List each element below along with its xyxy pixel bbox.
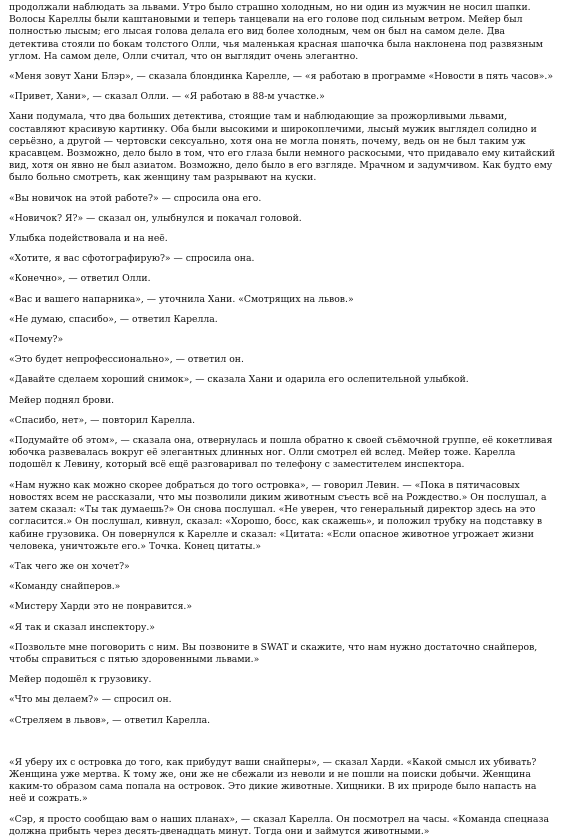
paragraph-21: «Мистеру Харди это не понравится.» — [9, 601, 193, 613]
paragraph-13: «Это будет непрофессионально», — ответил он. — [9, 354, 244, 366]
paragraph-26: «Стреляем в львов», — ответил Карелла. — [9, 714, 211, 726]
paragraph-10: «Вас и вашего напарника», — уточнила Хани. «Смотрящих на львов.» — [9, 293, 354, 305]
paragraph-20: «Команду снайперов.» — [9, 581, 121, 593]
paragraph-28: «Сэр, я просто сообщаю вам о наших планах», — сказал Карелла. Он посмотрел на часы. «Команда спецназа должна прибыть через десять-двенадцать минут. Тогда они и займутся животными.» — [9, 813, 549, 837]
paragraph-12: «Почему?» — [9, 334, 64, 346]
paragraph-6: «Новичок? Я?» — сказал он, улыбнулся и покачал головой. — [9, 212, 302, 224]
paragraph-4: Хани подумала, что два больших детектива, стоящие там и наблюдающие за прожорливыми львами, составляют красивую картинку. Оба были высокими и широкоплечими, лысый мужик выглядел солидно и серьёзно, а другой — чертовски сексуально, хотя она не могла понять, почему, ведь он не был таким уж красавцем. Возможно, дело было в том, что его глаза были немного раскосыми, что придавало ему китайский вид, хотя он явно не был азиатом. Возможно, дело было в его взгляде. Мрачном и задумчивом. Как будто ему было больно смотреть, как женщину там разрывают на куски. — [9, 111, 555, 184]
paragraph-9: «Конечно», — ответил Олли. — [9, 273, 151, 285]
paragraph-3: «Привет, Хани», — сказал Олли. — «Я работаю в 88-м участке.» — [9, 91, 325, 103]
paragraph-5: «Вы новичок на этой работе?» — спросила она его. — [9, 192, 262, 204]
paragraph-23: «Позвольте мне поговорить с ним. Вы позвоните в SWAT и скажите, что нам нужно достаточно снайперов, чтобы справиться с пятью здоровенными львами.» — [9, 641, 538, 665]
paragraph-7: Улыбка подействовала и на неё. — [9, 233, 168, 245]
paragraph-17: «Подумайте об этом», — сказала она, отвернулась и пошла обратно к своей съёмочной группе, её кокетливая юбочка развевалась вокруг её элегантных длинных ног. Олли смотрел ей вслед. Мейер тоже. Карелла подошёл к Левину, который всё ещё разговаривал по телефону с заместителем инспектора. — [9, 435, 553, 471]
paragraph-11: «Не думаю, спасибо», — ответил Карелла. — [9, 313, 218, 325]
paragraph-22: «Я так и сказал инспектору.» — [9, 621, 155, 633]
paragraph-2: «Меня зовут Хани Блэр», — сказала блондинка Карелле, — «я работаю в программе «Новости в пять часов».» — [9, 71, 554, 83]
paragraph-8: «Хотите, я вас сфотографирую?» — спросила она. — [9, 253, 255, 265]
paragraph-1: продолжали наблюдать за львами. Утро было страшно холодным, но ни один из мужчин не носил шапки. Волосы Кареллы были каштановыми и теперь танцевали на его голове под сильным ветром. Мейер был полностью лысым; его лысая голова делала его вид более холодным, чем он был на самом деле. Два детектива стояли по бокам толстого Олли, чья маленькая красная шапочка была наклонена под развязным углом. На самом деле, Олли считал, что он выглядит очень элегантно. — [9, 2, 543, 62]
paragraph-25: «Что мы делаем?» — спросил он. — [9, 694, 172, 706]
paragraph-15: Мейер поднял брови. — [9, 394, 115, 406]
paragraph-18: «Нам нужно как можно скорее добраться до того островка», — говорил Левин. — «Пока в пятичасовых новостях всем не рассказали, что мы позволили диким животным съесть всё на Рождество.» Он послушал, а затем сказал: «Ты так думаешь?» Он снова послушал. «Не уверен, что генеральный директор здесь на это согласится.» Он послушал, кивнул, сказал: «Хорошо, босс, как скажешь», и положил трубку на подставку в кабине грузовика. Он повернулся к Карелле и сказал: «Цитата: «Если опасное животное угрожает жизни человека, уничтожьте его.» Точка. Конец цитаты.» — [9, 479, 547, 552]
paragraph-27: «Я уберу их с островка до того, как прибудут ваши снайперы», — сказал Харди. «Какой смысл их убивать? Женщина уже мертва. К тому же, они же не сбежали из неволи и не пошли на поиски добычи. Женщина каким-то образом сама попала на островок. Это дикие животные. Хищники. В их природе было напасть на неё и сожрать.» — [9, 756, 537, 805]
paragraph-16: «Спасибо, нет», — повторил Карелла. — [9, 414, 196, 426]
paragraph-19: «Так чего же он хочет?» — [9, 560, 130, 572]
paragraph-24: Мейер подошёл к грузовику. — [9, 674, 152, 686]
paragraph-14: «Давайте сделаем хороший снимок», — сказала Хани и одарила его ослепительной улыбкой. — [9, 374, 469, 386]
